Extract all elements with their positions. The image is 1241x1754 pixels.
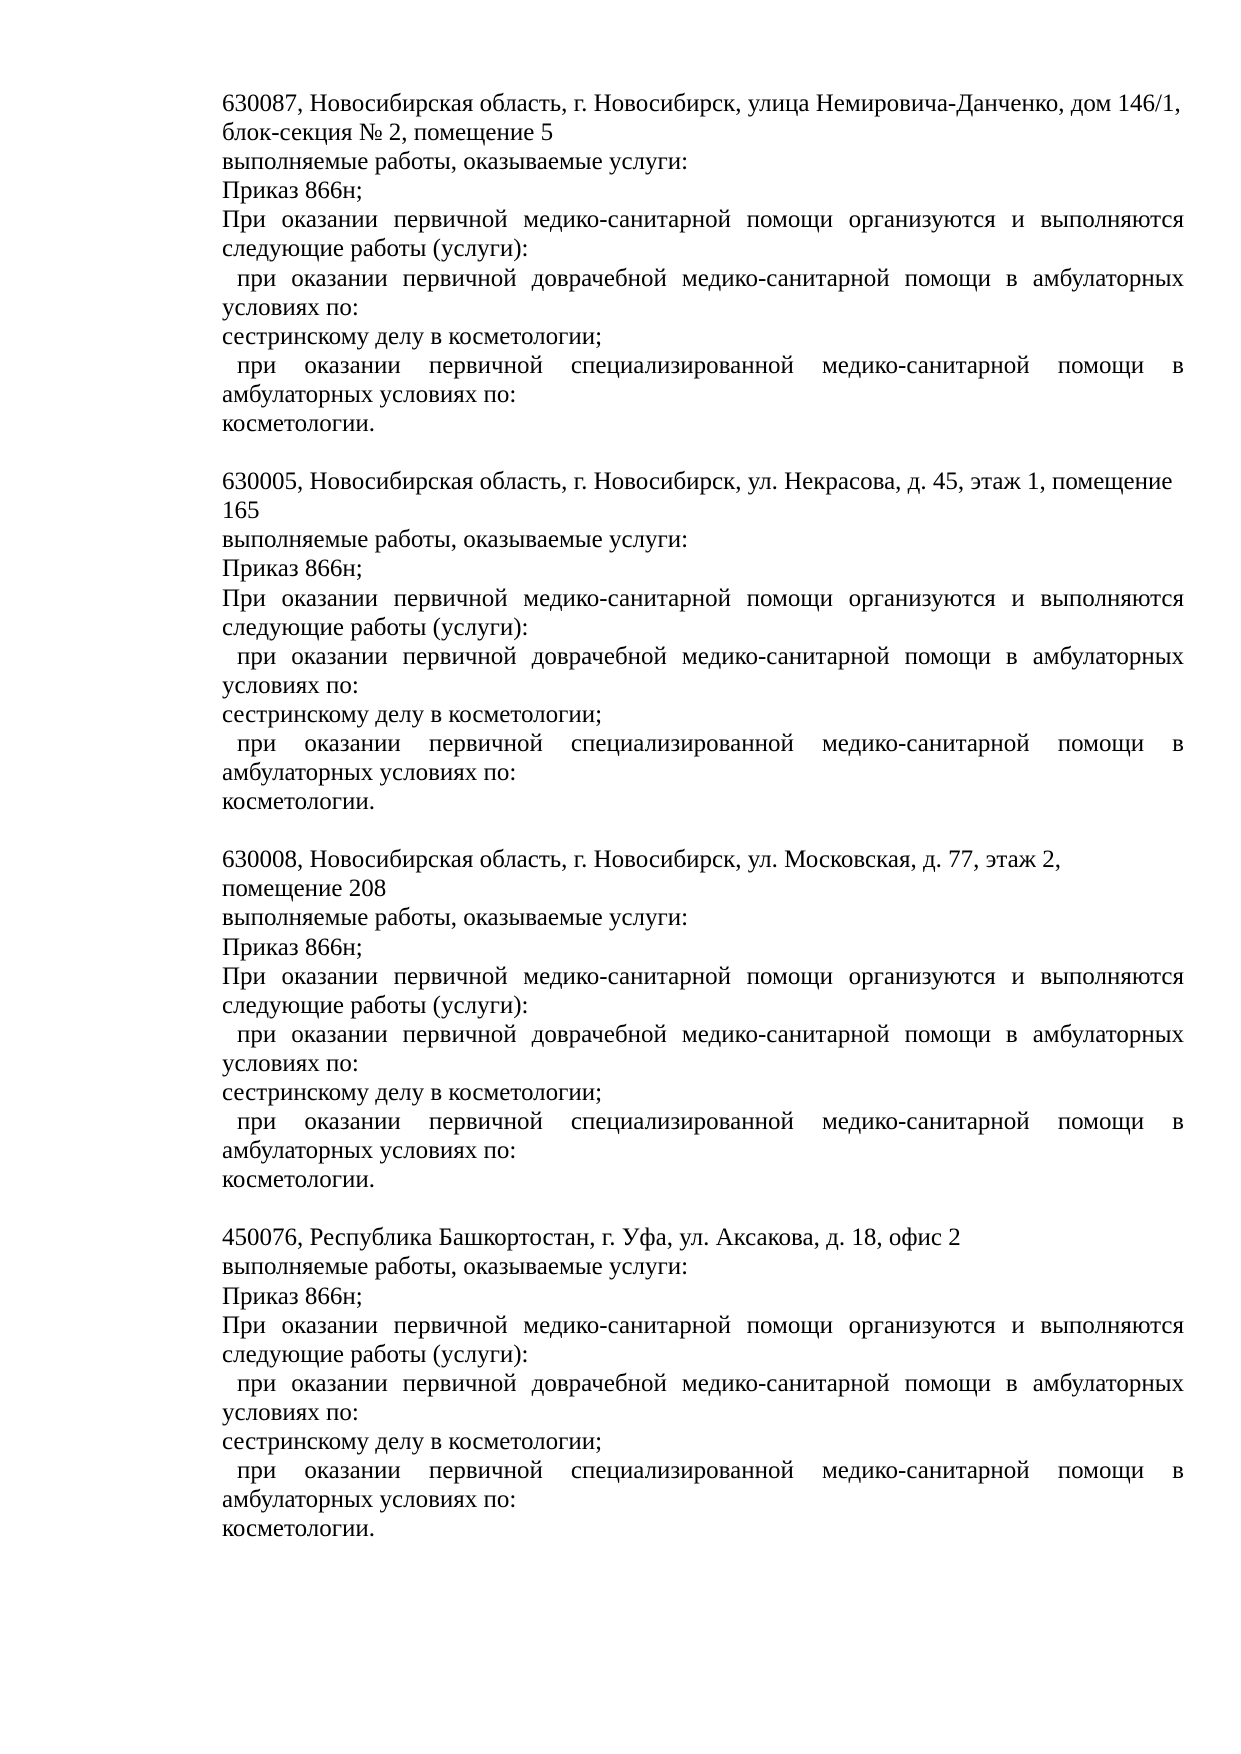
address: 630005, Новосибирская область, г. Новосибирск, ул. Некрасова, д. 45, этаж 1, помещение 165 [222,468,1173,525]
service-paragraph: при оказании первичной специализированной медико-санитарной помощи в амбулаторных условиях по: [222,729,1184,787]
address: 450076, Республика Башкортостан, г. Уфа, ул. Аксакова, д. 18, офис 2 [222,1224,961,1252]
document-content [222,89,1184,1572]
order-reference: Приказ 866н; [222,1282,363,1310]
service-paragraph: при оказании первичной специализированной медико-санитарной помощи в амбулаторных условиях по: [222,1457,1184,1514]
service-paragraph: при оказании первичной доврачебной медико-санитарной помощи в амбулаторных условиях по: [222,1020,1184,1077]
address: 630087, Новосибирская область, г. Новосибирск, улица Немировича-Данченко, дом 146/1, блок-секция № 2, помещение 5 [222,90,1181,147]
service-specialty: косметологии. [222,410,376,438]
service-paragraph: при оказании первичной доврачебной медико-санитарной помощи в амбулаторных условиях по: [222,1369,1184,1426]
order-reference: Приказ 866н; [222,555,363,583]
license-address-block-1 [222,89,1184,438]
service-specialty: косметологии. [222,1166,376,1194]
service-paragraph: При оказании первичной медико-санитарной помощи организуются и выполняются следующие работы (услуги): [222,584,1184,641]
service-paragraph: При оказании первичной медико-санитарной помощи организуются и выполняются следующие работы (услуги): [222,962,1184,1019]
service-paragraph: при оказании первичной специализированной медико-санитарной помощи в амбулаторных условиях по: [222,351,1184,408]
service-specialty: сестринскому делу в косметологии; [222,1428,603,1456]
license-address-block-3 [222,845,1184,1194]
license-address-block-4 [222,1223,1184,1543]
service-paragraph: при оказании первичной доврачебной медико-санитарной помощи в амбулаторных условиях по: [222,264,1184,321]
service-specialty: косметологии. [222,1515,376,1543]
order-reference: Приказ 866н; [222,177,363,205]
services-label: выполняемые работы, оказываемые услуги: [222,526,689,554]
services-label: выполняемые работы, оказываемые услуги: [222,1253,689,1281]
service-specialty: сестринскому делу в косметологии; [222,1079,603,1106]
license-address-block-2 [222,467,1184,816]
services-label: выполняемые работы, оказываемые услуги: [222,904,689,932]
services-label: выполняемые работы, оказываемые услуги: [222,148,689,176]
service-specialty: косметологии. [222,788,376,816]
service-paragraph: При оказании первичной медико-санитарной помощи организуются и выполняются следующие работы (услуги): [222,206,1184,263]
service-specialty: сестринскому делу в косметологии; [222,700,603,728]
service-paragraph: при оказании первичной специализированной медико-санитарной помощи в амбулаторных условиях по: [222,1108,1184,1165]
service-specialty: сестринскому делу в косметологии; [222,322,603,350]
service-paragraph: при оказании первичной доврачебной медико-санитарной помощи в амбулаторных условиях по: [222,642,1184,699]
order-reference: Приказ 866н; [222,933,363,961]
service-paragraph: При оказании первичной медико-санитарной помощи организуются и выполняются следующие работы (услуги): [222,1311,1184,1368]
address: 630008, Новосибирская область, г. Новосибирск, ул. Московская, д. 77, этаж 2, помещение 208 [222,846,1061,903]
